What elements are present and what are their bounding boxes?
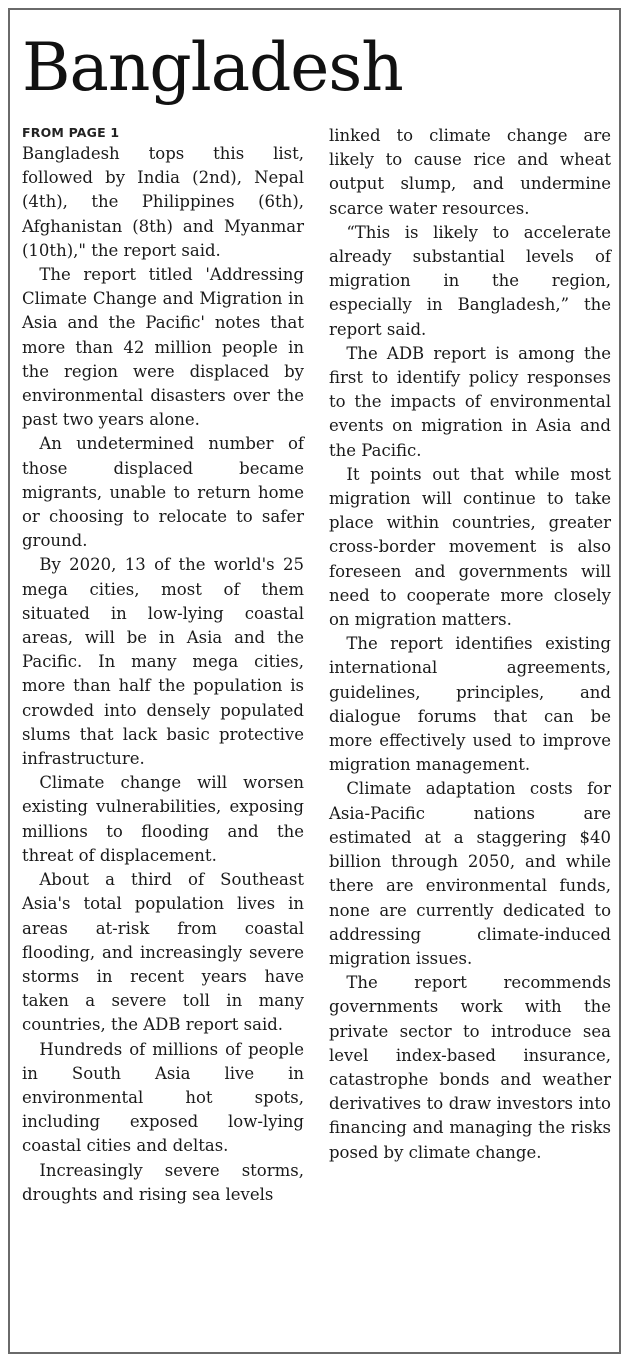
paragraph: The report recommends governments work with the private sector to introduce sea level index-based insurance, catastrophe bonds and weather derivatives to draw investors into financing and managing the risks posed by climate change. <box>329 973 611 1162</box>
paragraph: Hundreds of millions of people in South Asia live in environmental hot spots, including exposed low-lying coastal cities and deltas. <box>22 1039 304 1156</box>
paragraph: It points out that while most migration will continue to take place within countries, greater cross-border movement is also foreseen and governments will need to cooperate more closely on migration matters. <box>329 464 611 630</box>
paragraph: By 2020, 13 of the world's 25 mega cities, most of them situated in low-lying coastal areas, will be in Asia and the Pacific. In many mega cities, more than half the population is crowded into densely populated slums that lack basic protective infrastructure. <box>22 555 304 769</box>
paragraph: Increasingly severe storms, droughts and rising sea levels <box>22 1160 304 1204</box>
paragraph: About a third of Southeast Asia's total population lives in areas at-risk from coastal flooding, and increasingly severe storms in recent years have taken a severe toll in many countries, the ADB report said. <box>22 870 304 1035</box>
paragraph: linked to climate change are likely to cause rice and wheat output slump, and undermine scarce water resources. <box>329 126 611 218</box>
article-column-left <box>22 124 304 1207</box>
article-column-right <box>329 124 611 1165</box>
paragraph: “This is likely to accelerate already substantial levels of migration in the region, especially in Bangladesh,” the report said. <box>329 222 611 339</box>
paragraph: The report titled 'Addressing Climate Change and Migration in Asia and the Pacific' notes that more than 42 million people in the region were displaced by environmental disasters over the past two years alone. <box>22 265 304 430</box>
top-border-rule <box>8 8 621 10</box>
paragraph: Climate adaptation costs for Asia-Pacific nations are estimated at a staggering $40 billion through 2050, and while there are environmental funds, none are currently dedicated to addressing climate-induced migration issues. <box>329 779 611 968</box>
paragraph: Climate change will worsen existing vulnerabilities, exposing millions to flooding and the threat of displacement. <box>22 773 304 865</box>
paragraph: The report identifies existing international agreements, guidelines, principles, and dialogue forums that can be more effectively used to improve migration management. <box>329 634 611 775</box>
continuation-kicker: FROM PAGE 1 <box>22 125 120 140</box>
paragraph: Bangladesh tops this list, followed by India (2nd), Nepal (4th), the Philippines (6th), Afghanistan (8th) and Myanmar (10th)," the report said. <box>22 144 304 260</box>
bottom-border-rule <box>8 1352 621 1354</box>
right-border-rule <box>619 8 621 1352</box>
headline: Bangladesh <box>22 29 403 106</box>
left-border-rule <box>8 8 10 1352</box>
paragraph: An undetermined number of those displaced became migrants, unable to return home or choosing to relocate to safer ground. <box>22 434 304 551</box>
paragraph: The ADB report is among the first to identify policy responses to the impacts of environmental events on migration in Asia and the Pacific. <box>329 343 611 460</box>
